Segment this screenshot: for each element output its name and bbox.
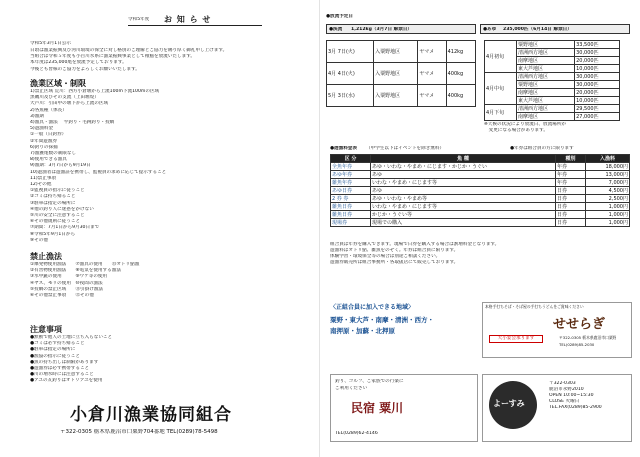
fee-type: 日券 <box>556 187 586 195</box>
fee-type: 日券 <box>556 219 586 227</box>
list-item: ④ヤス、モリの使用 ⑩夜間の漁法 <box>30 280 103 286</box>
fee-notes <box>330 242 630 266</box>
ad-minshuku-name: 民宿 粟川 <box>351 401 404 415</box>
list-item: ①監視員の指示に従うこと <box>30 188 85 194</box>
stocking-date: 3月 7日(火) <box>327 41 374 63</box>
ayu-area: 清洲西方地区 <box>517 49 575 57</box>
fee-category: 全魚年券 <box>331 163 371 171</box>
ad-seseragi-top: 本格手打ちそば・そば屋の手打ちうどんをご賞味ください <box>485 304 584 309</box>
stocking-date: 4月 4日(火) <box>327 63 374 85</box>
ayu-count: 30,000匹 <box>575 81 620 89</box>
list-item: ●無断で他人の土地に立ち入らないこと <box>30 335 113 340</box>
ayu-count: 20,000匹 <box>575 57 620 65</box>
ad-minshuku-line-2: ご利用ください <box>335 386 368 391</box>
list-item: 黒磯川及びその支流（上田堰堤） <box>30 95 99 101</box>
section-title-prohibited: 禁止漁法 <box>30 252 62 261</box>
ad-minshuku-line-1: 釣り、ゴルフ、ご家族での行楽に <box>335 379 404 384</box>
ad-seseragi-name: せせらぎ <box>553 317 606 332</box>
fee-amount: 1,000円 <box>586 219 630 227</box>
list-item: ①一般（日釣券） <box>30 132 67 138</box>
ayu-area: 南摩地区 <box>517 89 575 97</box>
fishing-area-list <box>30 89 308 244</box>
list-item: ●魚の持ち出しは制限があります <box>30 359 99 365</box>
ayu-count: 30,000匹 <box>575 49 620 57</box>
table-row <box>331 211 630 219</box>
list-item: ②ゴミは持ち帰ること <box>30 194 76 200</box>
fee-amount: 1,000円 <box>586 203 630 211</box>
stocking-kg: 400kg <box>446 85 475 107</box>
stocking-kg: 412kg <box>446 41 475 63</box>
list-item: ②年間遊漁券 <box>30 138 58 144</box>
list-item: 8)使用できる漁具 <box>30 157 67 163</box>
list-item: ④他の釣り人に迷惑をかけない <box>30 206 94 212</box>
list-item: 11)禁止事項 <box>30 175 57 181</box>
ad-minshuku-tel: TEL(0289)62-4146 <box>335 431 378 436</box>
fee-amount: 2,500円 <box>586 195 630 203</box>
ayu-header <box>480 24 630 34</box>
list-item: ②有害物使用漁法 ⑧電気を使用する漁法 <box>30 268 121 274</box>
fee-type: 日券 <box>556 203 586 211</box>
list-item: 7)漁獲尾数の制限なし <box>30 151 77 157</box>
intro-line: 日頃は漁業振興及び河川環境の保全に対し格別のご理解とご協力を賜り厚く御礼申し上げます。 <box>30 48 228 53</box>
fee-fish: いわな・やまめ・にじます等 <box>371 203 556 211</box>
intro-text <box>30 48 308 73</box>
ayu-amount: 235,000匹（6月14日 解禁日） <box>503 27 572 32</box>
ad-seseragi-sub-box <box>489 335 543 343</box>
member-box-text-2: 南押原・加蘇・北押原 <box>330 327 395 335</box>
member-box-text-1: 粟野・東大芦・南摩・清洲・西方・ <box>330 316 434 324</box>
ad-yosumi-name: よーすみ <box>493 399 525 408</box>
ayu-period: 4月下旬 <box>485 105 517 121</box>
ad-seseragi <box>482 302 632 358</box>
ayu-area: 東大芦地区 <box>517 97 575 105</box>
ayu-area: 清洲西方地区 <box>517 105 575 113</box>
keiryu-table <box>326 40 476 107</box>
notice-header <box>128 14 262 26</box>
fee-type: 年券 <box>556 171 586 179</box>
fee-fish: かじか・うぐい等 <box>371 211 556 219</box>
ad-minshuku <box>330 374 478 442</box>
table-row <box>485 41 620 49</box>
fee-subtitle: （中学生以下はイベントを除き無料） <box>366 146 445 151</box>
fee-type: 日券 <box>556 195 586 203</box>
ad-yosumi-line: 〒322-0303 <box>549 381 576 386</box>
table-row <box>327 85 476 107</box>
table-row <box>331 187 630 195</box>
list-item: ⑦期間：7月1日から9月30日まで <box>30 225 100 231</box>
fee-category: 2 券 券 <box>331 195 371 203</box>
list-item: ③水中銃の使用 ⑨ウケ等の使用 <box>30 274 108 280</box>
ayu-count: 33,500匹 <box>575 41 620 49</box>
organization-name: 小倉川漁業協同組合 <box>70 405 232 425</box>
table-row <box>331 203 630 211</box>
header-title: お 知 ら せ <box>164 15 212 24</box>
keiryu-amount: 1,212kg（3月7日 解禁日） <box>351 27 413 32</box>
intro-line: 今後とも皆様のご協力をよろしくお願いいたします。 <box>30 66 140 72</box>
column-header: 入漁料 <box>586 155 630 163</box>
list-item: 10)遊漁者は遊漁証を携帯し、監視員の求めに応じて提示すること <box>30 169 167 175</box>
stocking-place: 入粟野地区 <box>374 85 418 107</box>
list-item: 2)各魚種（体長） <box>30 107 67 113</box>
list-item: 9)漁期：3月7日から9月19日 <box>30 163 91 169</box>
fee-amount: 4,500円 <box>586 187 630 195</box>
list-item: ●遊漁券は必ず携帯すること <box>30 366 90 372</box>
stocking-fish: ヤマメ <box>418 63 446 85</box>
fee-type: 年券 <box>556 163 586 171</box>
ad-yosumi-line: TEL.FAX(0289)85-2900 <box>549 405 602 410</box>
ayu-period: 4月中旬 <box>485 73 517 105</box>
column-header: 種別 <box>556 155 586 163</box>
table-row <box>331 171 630 179</box>
ad-yosumi-line: CLOSE 火曜日 <box>549 399 580 404</box>
fee-amount: 1,000円 <box>586 211 630 219</box>
ayu-label: ●あゆ <box>483 27 497 32</box>
section-title-fishing-area: 漁業区域・制限 <box>30 79 86 88</box>
list-item: ⑤川の安全に注意すること <box>30 213 85 219</box>
member-area-box <box>330 302 470 346</box>
list-item: 3)漁期 <box>30 113 44 119</box>
list-item: ③駐車は指定の場所に <box>30 200 76 206</box>
fee-note: 体験学習・環境保全等の場合は別途ご相談ください。 <box>330 254 441 259</box>
list-item: ①爆発物使用漁法 ⑦漁具の使用 ⑬オトリ鮎漁 <box>30 262 140 267</box>
fee-note: 遊漁券販売所は組合事務所・各取扱店にて販売しております。 <box>330 260 459 265</box>
list-item: ●ゴミは必ず持ち帰ること <box>30 341 85 347</box>
ayu-count: 27,000匹 <box>575 113 620 121</box>
fee-fish: あゆ・いわな・やまめ等 <box>371 195 556 203</box>
table-row <box>327 63 476 85</box>
fee-type: 年券 <box>556 179 586 187</box>
cautions-list <box>30 335 308 385</box>
column-header: 魚 種 <box>371 155 556 163</box>
table-row <box>331 163 630 171</box>
ayu-count: 10,000匹 <box>575 65 620 73</box>
list-item: ⑨その他 <box>30 237 48 243</box>
ad-yosumi-info <box>549 381 602 411</box>
stocking-title: ●放流予定日 <box>326 14 353 19</box>
fee-category: 現場券 <box>331 219 371 227</box>
ad-yosumi <box>482 374 632 442</box>
list-item: 5)遊漁料金 <box>30 126 54 132</box>
ayu-area: 粟野地区 <box>517 81 575 89</box>
table-row <box>485 105 620 113</box>
list-item: 大芦川：引田中の堰下から上流の区域 <box>30 101 109 107</box>
list-item: ⑥その他禁止事項 ⑫その他 <box>30 293 94 299</box>
keiryu-header <box>326 24 476 34</box>
ayu-area: 南摩地区 <box>517 57 575 65</box>
section-title-cautions: 注意事項 <box>30 325 62 334</box>
fee-fish: いわな・やまめ・にじます等 <box>371 179 556 187</box>
fee-fish: あゆ <box>371 171 556 179</box>
keiryu-label: ●渓流 <box>329 27 343 32</box>
notice-date: 令和5年3月1日公示 <box>30 41 71 46</box>
stocking-place: 入粟野地区 <box>374 41 418 63</box>
prohibited-list <box>30 262 308 299</box>
fee-category: 雑魚年券 <box>331 179 371 187</box>
fee-category: 雑魚日券 <box>331 203 371 211</box>
fee-category: 雑魚日券 <box>331 211 371 219</box>
ayu-count: 20,000匹 <box>575 89 620 97</box>
fee-category: あゆ年券 <box>331 171 371 179</box>
ayu-area: 清洲西方地区 <box>517 73 575 81</box>
ad-yosumi-logo <box>489 381 537 429</box>
ayu-count: 30,000匹 <box>575 73 620 81</box>
ayu-count: 29,500匹 <box>575 105 620 113</box>
ad-seseragi-address: 〒322-0305 栃木県鹿沼市口粟野 <box>559 335 617 340</box>
table-row <box>331 179 630 187</box>
list-item: ⑧令和5年9月1日から <box>30 231 76 237</box>
stocking-place: 入粟野地区 <box>374 63 418 85</box>
ad-yosumi-line: OPEN 10:00~15:30 <box>549 393 594 398</box>
list-item: ●駐車は指定の場所に <box>30 347 76 353</box>
ayu-note-1: ※天候の状況により放流日、放流場所が <box>484 122 566 127</box>
fee-amount: 18,000円 <box>586 163 630 171</box>
list-item: 4)漁具・漁法 竿釣り・毛鉤釣り・投網 <box>30 120 115 126</box>
ayu-area: 南摩地区 <box>517 113 575 121</box>
member-box-title: 〈正組合員に加入できる地域〉 <box>330 304 415 311</box>
intro-line: 当組合は令和５年度も小百川水系に漁業振興事業として稚鮎を放流いたします。 <box>30 54 196 60</box>
fee-table <box>330 154 630 227</box>
list-item: ⑥その他規則に従うこと <box>30 219 81 225</box>
fee-note: 遊漁料はオトリ鮎、雑魚をのぞく。年券は組合員に限ります。 <box>330 248 459 253</box>
list-item: ●漁協の指示に従うこと <box>30 353 80 359</box>
list-item: ●川の増水時には注意すること <box>30 372 94 378</box>
fee-note: 組合員は年券を購入できます。現場で日券を購入する場合は割増料金となります。 <box>330 242 500 247</box>
stocking-kg: 400kg <box>446 63 475 85</box>
list-item: ⑤投網の禁止区域 ⑪引掛け漁法 <box>30 286 104 292</box>
table-header <box>331 155 630 163</box>
fee-fish: あゆ <box>371 187 556 195</box>
fee-category: あゆ日券 <box>331 187 371 195</box>
ayu-count: 10,000匹 <box>575 97 620 105</box>
table-row <box>327 41 476 63</box>
list-item: 12)その他 <box>30 182 52 188</box>
header-year: 令和5年度 <box>128 17 150 22</box>
ad-yosumi-line: 鹿沼市永野2010 <box>549 387 584 392</box>
table-row <box>485 73 620 81</box>
fee-fish: あゆ・いわな・やまめ・にじます・かじか・うぐい <box>371 163 556 171</box>
list-item: ●アユの友釣りはオトリアユを使用 <box>30 378 103 384</box>
table-row <box>331 219 630 227</box>
ayu-period: 4月初旬 <box>485 41 517 73</box>
fee-type: 日券 <box>556 211 586 219</box>
list-item: 6)釣りの採捕 <box>30 144 58 150</box>
right-page <box>320 0 640 457</box>
list-item: 1)禁止区域 荒川：西方小倉堰から上流100m下流100mの区域 <box>30 89 160 94</box>
fee-amount: 7,000円 <box>586 179 630 187</box>
intro-line: 本年度は235,000尾を放流予定しております。 <box>30 60 127 66</box>
organization-address: 〒322-0305 栃木県鹿沼市口粟野704番地 TEL(0289)78-5498 <box>60 429 218 435</box>
ad-seseragi-tel: TEL(0289)85-2030 <box>559 342 595 347</box>
fee-annual-note: ●年券は組合員の方に限ります <box>510 146 574 151</box>
column-header: 区 分 <box>331 155 371 163</box>
table-row <box>331 195 630 203</box>
stocking-date: 5月 3日(水) <box>327 85 374 107</box>
ad-seseragi-sub: 大小宴会承ります <box>497 336 535 341</box>
ayu-area: 粟野地区 <box>517 41 575 49</box>
fee-title: ●遊漁料金表 <box>330 146 357 151</box>
fee-amount: 13,000円 <box>586 171 630 179</box>
ayu-note-2: 変更になる場合があります。 <box>484 128 548 133</box>
stocking-fish: ヤマメ <box>418 85 446 107</box>
stocking-fish: ヤマメ <box>418 41 446 63</box>
ayu-area: 東大芦地区 <box>517 65 575 73</box>
ayu-table <box>484 40 620 121</box>
fee-fish: 現場での購入 <box>371 219 556 227</box>
